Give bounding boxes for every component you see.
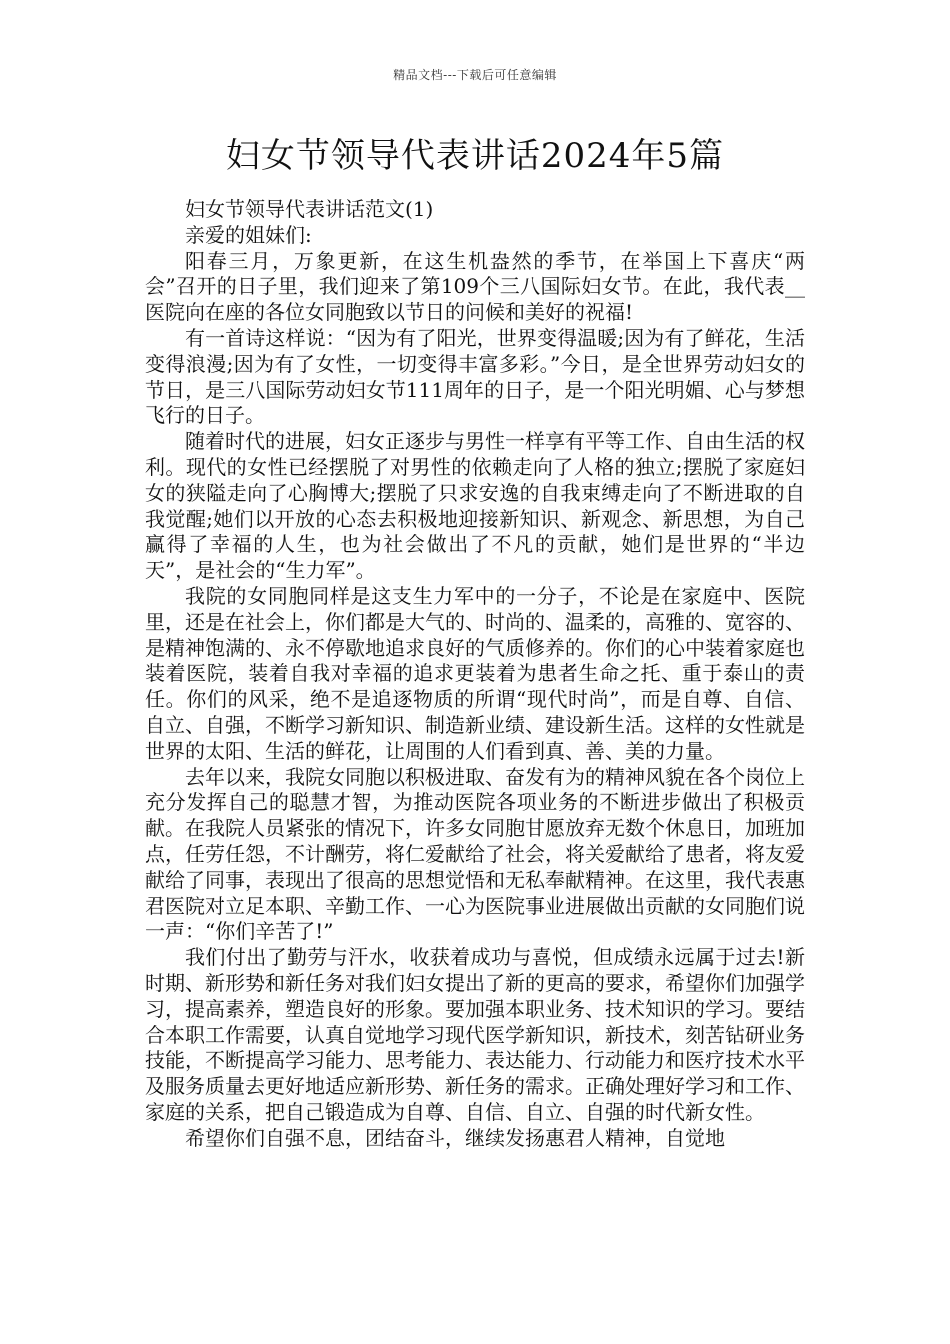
header-note: 精品文档---下载后可任意编辑 [393, 68, 557, 82]
body-paragraph: 希望你们自强不息，团结奋斗，继续发扬惠君人精神，自觉地 [185, 1125, 725, 1150]
body-paragraph: 有一首诗这样说：“因为有了阳光，世界变得温暖;因为有了鲜花，生活变得浪漫;因为有了女性，一切变得丰富多彩。”今日，是全世界劳动妇女的节日，是三八国际劳动妇女节111周年的日子，是一个阳光明媚、心与梦想飞行的日子。 [145, 325, 805, 428]
subtitle-paragraph: 妇女节领导代表讲话范文(1) [185, 197, 434, 221]
document-body [145, 197, 805, 1151]
body-paragraph: 去年以来，我院女同胞以积极进取、奋发有为的精神风貌在各个岗位上充分发挥自己的聪慧才智，为推动医院各项业务的不断进步做出了积极贡献。在我院人员紧张的情况下，许多女同胞甘愿放弃无数个休息日，加班加点，任劳任怨，不计酬劳，将仁爱献给了社会，将关爱献给了患者，将友爱献给了同事，表现出了很高的思想觉悟和无私奉献精神。在这里，我代表惠君医院对立足本职、辛勤工作、一心为医院事业进展做出贡献的女同胞们说一声：“你们辛苦了!” [145, 764, 805, 944]
body-paragraph: 我们付出了勤劳与汗水，收获着成功与喜悦，但成绩永远属于过去!新时期、新形势和新任务对我们妇女提出了新的更高的要求，希望你们加强学习，提高素养，塑造良好的形象。要加强本职业务、技术知识的学习。要结合本职工作需要，认真自觉地学习现代医学新知识，新技术，刻苦钻研业务技能，不断提高学习能力、思考能力、表达能力、行动能力和医疗技术水平及服务质量去更好地适应新形势、新任务的需求。正确处理好学习和工作、家庭的关系，把自己锻造成为自尊、自信、自立、自强的时代新女性。 [145, 945, 805, 1124]
document-title: 妇女节领导代表讲话2024年5篇 [225, 136, 725, 176]
body-paragraph: 阳春三月，万象更新，在这生机盎然的季节，在举国上下喜庆“两会”召开的日子里，我们迎来了第109个三八国际妇女节。在此，我代表__医院向在座的各位女同胞致以节日的问候和美好的祝福! [145, 248, 805, 325]
body-paragraph: 随着时代的进展，妇女正逐步与男性一样享有平等工作、自由生活的权利。现代的女性已经摆脱了对男性的依赖走向了人格的独立;摆脱了家庭妇女的狭隘走向了心胸博大;摆脱了只求安逸的自我束缚走向了不断进取的自我觉醒;她们以开放的心态去积极地迎接新知识、新观念、新思想，为自己赢得了幸福的人生，也为社会做出了不凡的贡献，她们是世界的“半边天”，是社会的“生力军”。 [145, 429, 805, 583]
body-paragraph: 我院的女同胞同样是这支生力军中的一分子，不论是在家庭中、医院里，还是在社会上，你们都是大气的、时尚的、温柔的，高雅的、宽容的、是精神饱满的、永不停歇地追求良好的气质修养的。你们的心中装着家庭也装着医院，装着自我对幸福的追求更装着为患者生命之托、重于泰山的责任。你们的风采，绝不是追逐物质的所谓“现代时尚”，而是自尊、自信、自立、自强，不断学习新知识、制造新业绩、建设新生活。这样的女性就是世界的太阳、生活的鲜花，让周围的人们看到真、善、美的力量。 [145, 583, 805, 763]
salutation-paragraph: 亲爱的姐妹们: [185, 222, 312, 247]
